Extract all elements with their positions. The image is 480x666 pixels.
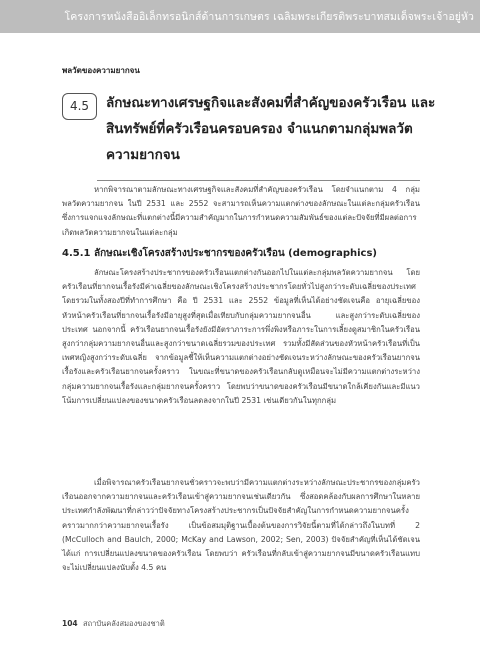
- page-header-bar: [0, 0, 480, 33]
- section-divider: [97, 180, 420, 181]
- intro-paragraph: หากพิจารณาตามลักษณะทางเศรษฐกิจและสังคมที่สำคัญของครัวเรือน โดยจำแนกตาม 4 กลุ่มพลวัตความยากจน ในปี 2531 และ 2552 จะสามารถเห็นความแตกต่างของลักษณะในแต่ละกลุ่มครัวเรือน ซึ่งการแจกแจงลักษณะที่แตกต่างนี้มีความสำคัญมากในการกำหนดความสัมพันธ์ของแต่ละปัจจัยที่มีผลต่อการเกิดพลวัตความยากจนในแต่ละกลุ่ม: [62, 185, 420, 237]
- body-paragraph-1: ลักษณะโครงสร้างประชากรของครัวเรือนแตกต่างกันออกไปในแต่ละกลุ่มพลวัตความยากจน โดยครัวเรือนที่ยากจนเรื้อรังมีค่าเฉลี่ยของลักษณะเชิงโครงสร้างประชากรโดยทั่วไปสูงกว่าระดับเฉลี่ยของประเทศโดยรวมในทั้งสองปีที่ทำการศึกษา คือ ปี 2531 และ 2552 ข้อมูลที่เห็นได้อย่างชัดเจนคือ อายุเฉลี่ยของหัวหน้าครัวเรือนที่ยากจนเรื้อรังมีอายุสูงที่สุดเมื่อเทียบกับกลุ่มความยากจนอื่น และสูงกว่าระดับเฉลี่ยของประเทศ นอกจากนี้ ครัวเรือนยากจนเรื้อรังยังมีอัตราภาระการพึ่งพิงหรือภาระในการเลี้ยงดูสมาชิกในครัวเรือนสูงกว่ากลุ่มความยากจนอื่นและสูงกว่าขนาดเฉลี่ยรวมของประเทศ รวมทั้งมีสัดส่วนของหัวหน้าครัวเรือนที่เป็นเพศหญิงสูงกว่าระดับเฉลี่ย จากข้อมูลชี้ให้เห็นความแตกต่างอย่างชัดเจนระหว่างลักษณะของครัวเรือนยากจนเรื้อรังและครัวเรือนยากจนครั้งคราว ในขณะที่ขนาดของครัวเรือนกลับดูเหมือนจะไม่มีความแตกต่างระหว่างกลุ่มความยากจนเรื้อรังและกลุ่มยากจนครั้งคราว โดยพบว่าขนาดของครัวเรือนมีขนาดใกล้เคียงกันและมีแนวโน้มการเปลี่ยนแปลงของขนาดครัวเรือนลดลงจากในปี 2531 เช่นเดียวกันในทุกกลุ่ม: [62, 268, 420, 405]
- page-footer: [62, 618, 165, 630]
- body-paragraph-2: เมื่อพิจารณาครัวเรือนยากจนชั่วคราวจะพบว่ามีความแตกต่างระหว่างลักษณะประชากรของกลุ่มครัวเรือนออกจากความยากจนและครัวเรือนเข้าสู่ความยากจนเช่นเดียวกัน ซึ่งสอดคล้องกับผลการศึกษาในหลายประเทศกำลังพัฒนาที่กล่าวว่าปัจจัยทางโครงสร้างประชากรเป็นปัจจัยสำคัญในการกำหนดความยากจนครั้งคราวมากกว่าความยากจนเรื้อรัง เป็นข้อสมมุติฐานเบื้องต้นของการวิจัยนี้ตามที่ได้กล่าวถึงในบทที่ 2 (McCulloch and Baulch, 2000; McKay and Lawson, 2002; Sen, 2003) ปัจจัยสำคัญที่เห็นได้ชัดเจนได้แก่ การเปลี่ยนแปลงขนาดของครัวเรือน โดยพบว่า ครัวเรือนที่กลับเข้าสู่ความยากจนมีขนาดครัวเรือนแทบจะไม่เปลี่ยนแปลงนับตั้ง 4.5 คน: [62, 478, 420, 573]
- page-number: 104: [62, 619, 78, 628]
- chapter-label: พลวัตของความยากจน: [62, 66, 140, 75]
- section-title: ลักษณะทางเศรษฐกิจและสังคมที่สำคัญของครัวเรือน และสินทรัพย์ที่ครัวเรือนครอบครอง จำแนกตามกลุ่มพลวัตความยากจน: [106, 95, 436, 163]
- subsection-heading: 4.5.1 ลักษณะเชิงโครงสร้างประชากรของครัวเรือน (demographics): [62, 248, 377, 259]
- footer-publisher: สถาบันคลังสมองของชาติ: [83, 619, 165, 628]
- header-title: โครงการหนังสืออิเล็กทรอนิกส์ด้านการเกษตร เฉลิมพระเกียรติพระบาทสมเด็จพระเจ้าอยู่หัว: [64, 11, 474, 23]
- section-number-badge: 4.5: [62, 93, 97, 120]
